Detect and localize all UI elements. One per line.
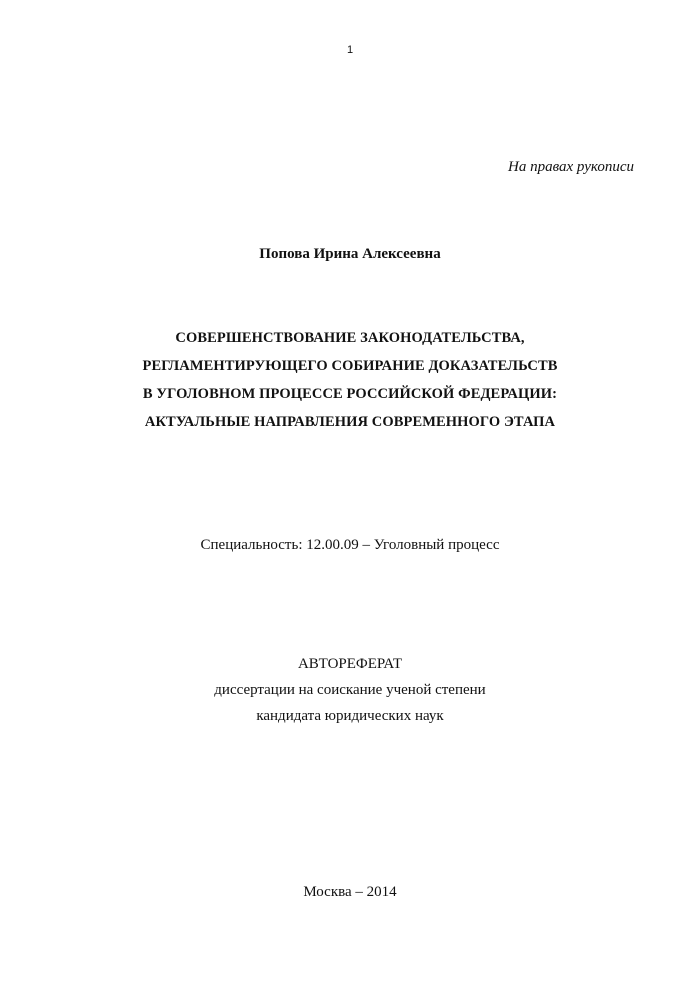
title-line: В УГОЛОВНОМ ПРОЦЕССЕ РОССИЙСКОЙ ФЕДЕРАЦИИ: [142, 386, 558, 402]
manuscript-note: На правах рукописи [508, 159, 634, 175]
abstract-heading: АВТОРЕФЕРАТ [297, 656, 403, 672]
title-line: СОВЕРШЕНСТВОВАНИЕ ЗАКОНОДАТЕЛЬСТВА, [175, 330, 525, 346]
abstract-degree-field: кандидата юридических наук [256, 708, 444, 724]
title-line: АКТУАЛЬНЫЕ НАПРАВЛЕНИЯ СОВРЕМЕННОГО ЭТАПА [144, 414, 556, 430]
title-line: РЕГЛАМЕНТИРУЮЩЕГО СОБИРАНИЕ ДОКАЗАТЕЛЬСТВ [142, 358, 558, 374]
dissertation-title [40, 324, 660, 436]
abstract-block [0, 651, 700, 729]
specialty-line: Специальность: 12.00.09 – Уголовный процесс [200, 537, 500, 553]
city-year: Москва – 2014 [303, 884, 397, 900]
abstract-degree-line: диссертации на соискание ученой степени [214, 682, 486, 698]
page-number: 1 [346, 44, 354, 56]
author-name: Попова Ирина Алексеевна [259, 246, 441, 262]
